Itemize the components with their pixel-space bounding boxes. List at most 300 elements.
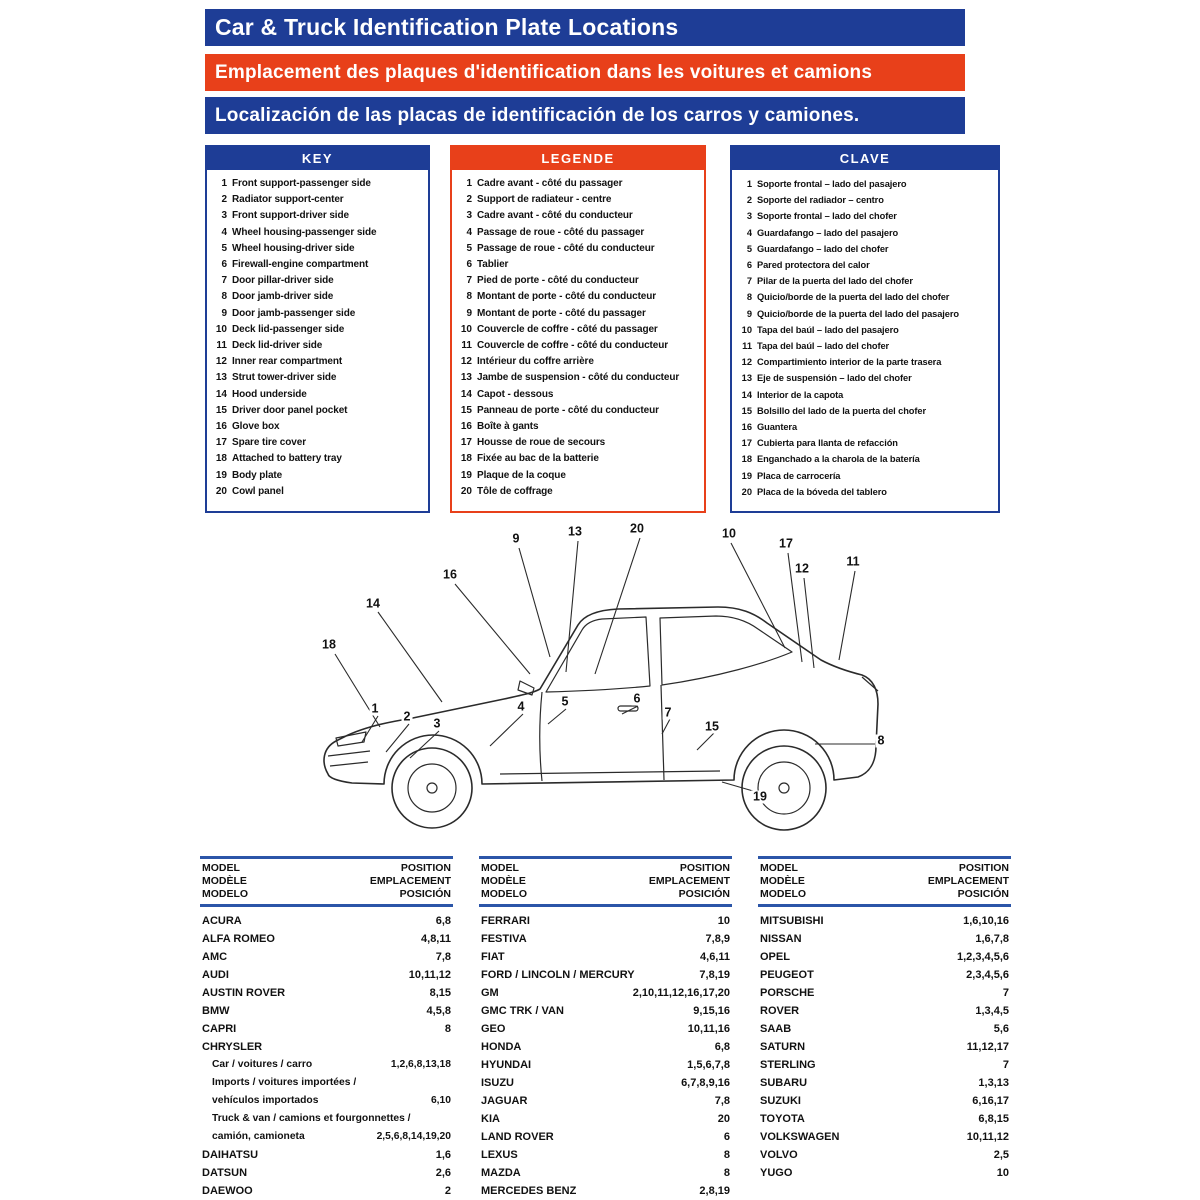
key-item-number: 16 (460, 421, 472, 433)
key-item (211, 435, 424, 451)
key-item-number: 19 (215, 469, 227, 481)
key-box-title: LEGENDE (452, 147, 704, 170)
model-name: KIA (481, 1113, 500, 1125)
key-item-number: 1 (466, 178, 472, 189)
model-position: 6,8 (714, 1041, 730, 1053)
key-item-text: Deck lid-driver side (232, 340, 323, 352)
position-header-line: POSITION (679, 862, 730, 874)
position-header-line: POSITION (400, 862, 451, 874)
key-item-number: 7 (466, 275, 472, 287)
key-item-text: Enganchado a la charola de la batería (757, 454, 920, 465)
model-position: 6,8 (435, 915, 451, 927)
model-position: 7,8,19 (699, 969, 730, 981)
title-banner-french (205, 54, 965, 91)
key-item (736, 241, 994, 257)
diagram-callout-13: 13 (568, 524, 582, 539)
key-item-text: Capot - dessous (477, 388, 554, 400)
model-position: 1,5,6,7,8 (687, 1059, 730, 1071)
key-item-number: 2 (221, 194, 227, 206)
model-position: 1,2,3,4,5,6 (957, 951, 1009, 963)
model-row (479, 930, 732, 948)
model-name: GM (481, 987, 499, 999)
key-item (456, 257, 700, 273)
model-row (200, 948, 453, 966)
key-item (456, 468, 700, 484)
key-box-clave (730, 145, 1000, 513)
model-row (758, 984, 1011, 1002)
model-table-header (200, 856, 453, 907)
model-name: MERCEDES BENZ (481, 1185, 577, 1197)
key-item-text: Interior de la capota (757, 389, 844, 400)
model-header-labels (481, 862, 527, 901)
diagram-callout-14: 14 (366, 596, 380, 611)
model-position: 10,11,12 (408, 969, 451, 981)
model-name: YUGO (760, 1167, 793, 1179)
model-name: FORD / LINCOLN / MERCURY (481, 969, 635, 981)
model-name: BMW (202, 1005, 230, 1017)
key-item-number: 12 (460, 356, 472, 368)
key-item-text: Radiator support-center (232, 194, 344, 206)
key-item-text: Door jamb-driver side (232, 291, 334, 303)
key-item-text: Wheel housing-driver side (232, 242, 355, 254)
model-table (200, 856, 1012, 1200)
position-header-line: EMPLACEMENT (369, 875, 451, 887)
key-item-number: 3 (746, 211, 752, 222)
model-row (479, 966, 732, 984)
model-position: 8 (444, 1023, 451, 1035)
key-item-text: Montant de porte - côté du passager (477, 307, 646, 319)
key-item-text: Couvercle de coffre - côté du conducteur (477, 340, 669, 352)
model-name: VOLKSWAGEN (760, 1131, 840, 1143)
key-item-text: Passage de roue - côté du conducteur (477, 242, 655, 254)
key-item (211, 354, 424, 370)
key-item-number: 20 (460, 485, 472, 497)
model-row (200, 1128, 453, 1146)
key-item-number: 7 (746, 276, 752, 287)
model-position: 10,11,12 (966, 1131, 1009, 1143)
key-item-number: 13 (460, 372, 472, 384)
model-position: 4,8,11 (421, 933, 451, 945)
model-name: AMC (202, 951, 228, 963)
key-item-number: 6 (746, 260, 752, 271)
model-name: SUBARU (760, 1077, 808, 1089)
key-item-number: 12 (741, 357, 752, 368)
model-header-line: MODEL (481, 862, 519, 874)
model-position: 4,6,11 (700, 951, 730, 963)
key-item-text: Placa de carrocería (757, 470, 841, 481)
model-name: FESTIVA (481, 933, 527, 945)
model-position: 8 (723, 1167, 730, 1179)
key-item-text: Support de radiateur - centre (477, 194, 612, 206)
model-position: 2,6 (435, 1167, 451, 1179)
model-name: HYUNDAI (481, 1059, 532, 1071)
key-item (211, 484, 424, 500)
model-name: AUDI (202, 969, 229, 981)
key-item (211, 451, 424, 467)
key-item-text: Couvercle de coffre - côté du passager (477, 323, 658, 335)
key-item (456, 192, 700, 208)
key-item (211, 257, 424, 273)
diagram-callout-10: 10 (722, 526, 736, 541)
model-header-line: MODELO (760, 888, 807, 900)
model-position: 7,8 (435, 951, 451, 963)
key-item-number: 4 (221, 226, 227, 238)
model-row (758, 1146, 1011, 1164)
model-row (479, 984, 732, 1002)
key-item (736, 370, 994, 386)
position-header-line: EMPLACEMENT (648, 875, 730, 887)
key-item-text: Guantera (757, 422, 798, 433)
title-english: Car & Truck Identification Plate Locations (215, 14, 679, 40)
model-name: DATSUN (202, 1167, 248, 1179)
key-item (456, 419, 700, 435)
key-item (736, 289, 994, 305)
position-header-labels (928, 862, 1009, 901)
model-row (479, 912, 732, 930)
model-row (200, 984, 453, 1002)
model-name: PORSCHE (760, 987, 815, 999)
key-item-text: Quicio/borde de la puerta del lado del chofer (757, 292, 950, 303)
title-french: Emplacement des plaques d'identification dans les voitures et camions (215, 61, 873, 83)
model-name: ROVER (760, 1005, 800, 1017)
model-name: camión, camioneta (212, 1131, 305, 1142)
key-item (456, 451, 700, 467)
model-row (758, 1164, 1011, 1182)
model-position: 7 (1002, 1059, 1009, 1071)
key-item-text: Tapa del baúl – lado del chofer (757, 341, 890, 352)
car-diagram (290, 522, 910, 852)
diagram-callout-16: 16 (443, 567, 457, 582)
model-header-line: MODÈLE (202, 875, 247, 887)
key-item (211, 289, 424, 305)
diagram-callout-9: 9 (512, 531, 520, 546)
key-item (736, 435, 994, 451)
key-item (456, 322, 700, 338)
model-name: NISSAN (760, 933, 802, 945)
model-row (200, 1002, 453, 1020)
model-row (200, 1074, 453, 1092)
position-header-line: POSITION (958, 862, 1009, 874)
key-item-text: Soporte frontal – lado del pasajero (757, 179, 907, 189)
key-item (456, 176, 700, 192)
key-item (211, 225, 424, 241)
key-item-text: Cadre avant - côté du passager (477, 178, 623, 189)
model-row (479, 1164, 732, 1182)
model-position: 1,6,7,8 (975, 933, 1009, 945)
model-name: TOYOTA (760, 1113, 805, 1125)
diagram-callout-7: 7 (664, 705, 672, 720)
model-name: STERLING (760, 1059, 816, 1071)
model-name: DAIHATSU (202, 1149, 259, 1161)
key-item-text: Soporte del radiador – centro (757, 195, 884, 206)
key-item (456, 306, 700, 322)
diagram-callouts (290, 522, 910, 852)
position-header-line: POSICIÓN (957, 888, 1009, 900)
model-table-column (479, 856, 732, 1200)
key-item-text: Guardafango – lado del chofer (757, 243, 889, 254)
key-item (211, 306, 424, 322)
key-box-key (205, 145, 430, 513)
model-position: 8,15 (429, 987, 451, 999)
key-item-text: Tablier (477, 259, 509, 271)
model-header-labels (202, 862, 248, 901)
model-position: 1,3,13 (978, 1077, 1009, 1089)
key-item-text: Inner rear compartment (232, 356, 343, 368)
key-item-number: 10 (460, 323, 472, 335)
model-name: SATURN (760, 1041, 806, 1053)
key-box-title: KEY (207, 147, 428, 170)
model-position: 4,5,8 (426, 1005, 451, 1017)
model-header-line: MODEL (202, 862, 240, 874)
key-item-number: 9 (221, 307, 227, 319)
model-row (758, 930, 1011, 948)
key-item-number: 6 (221, 259, 227, 271)
key-item-text: Placa de la bóveda del tablero (757, 486, 887, 497)
key-item-text: Jambe de suspension - côté du conducteur (477, 372, 680, 384)
key-item (456, 208, 700, 224)
key-item-number: 20 (741, 486, 752, 497)
key-item-text: Panneau de porte - côté du conducteur (477, 404, 659, 416)
key-item-number: 3 (221, 210, 227, 222)
model-row (200, 1056, 453, 1074)
model-name: Truck & van / camions et fourgonnettes / (212, 1113, 411, 1124)
model-row (479, 1056, 732, 1074)
key-item (456, 338, 700, 354)
model-name: JAGUAR (481, 1095, 528, 1107)
model-header-labels (760, 862, 806, 901)
model-row (758, 966, 1011, 984)
key-item (211, 338, 424, 354)
key-item-number: 2 (746, 195, 752, 206)
key-item-number: 8 (221, 291, 227, 303)
key-item-number: 7 (221, 275, 227, 287)
key-item-text: Cadre avant - côté du conducteur (477, 210, 633, 222)
key-item-number: 2 (466, 194, 472, 206)
key-item (736, 306, 994, 322)
key-item-number: 11 (742, 341, 752, 352)
key-item-text: Bolsillo del lado de la puerta del chofer (757, 405, 926, 416)
diagram-callout-8: 8 (877, 733, 885, 748)
key-item (211, 419, 424, 435)
key-item-number: 4 (746, 227, 752, 238)
model-position: 2,3,4,5,6 (966, 969, 1009, 981)
key-item (736, 208, 994, 224)
diagram-callout-11: 11 (846, 554, 860, 569)
model-name: MITSUBISHI (760, 915, 824, 927)
key-item-number: 11 (461, 340, 472, 352)
model-row (200, 1146, 453, 1164)
key-item (456, 484, 700, 500)
key-item-number: 5 (466, 242, 472, 254)
model-row (479, 1182, 732, 1200)
key-item-text: Pied de porte - côté du conducteur (477, 275, 639, 287)
key-item (736, 468, 994, 484)
model-position: 7,8 (714, 1095, 730, 1107)
key-item-text: Hood underside (232, 388, 307, 400)
model-row (200, 1164, 453, 1182)
model-position: 2 (444, 1185, 451, 1197)
key-item (736, 176, 994, 192)
model-row (479, 1110, 732, 1128)
key-item (211, 403, 424, 419)
position-header-labels (370, 862, 451, 901)
key-item-number: 17 (460, 437, 472, 449)
model-row (200, 1110, 453, 1128)
key-item (211, 192, 424, 208)
model-row (200, 930, 453, 948)
key-item-text: Door jamb-passenger side (232, 307, 356, 319)
model-row (479, 1146, 732, 1164)
key-item-number: 10 (741, 324, 752, 335)
model-position: 20 (717, 1113, 730, 1125)
model-table-body (200, 907, 453, 1200)
diagram-callout-6: 6 (633, 691, 641, 706)
model-header-line: MODÈLE (481, 875, 526, 887)
model-position: 7 (1002, 987, 1009, 999)
key-item-text: Body plate (232, 469, 283, 481)
key-item-text: Eje de suspensión – lado del chofer (757, 373, 912, 384)
key-item (211, 241, 424, 257)
model-header-line: MODEL (760, 862, 798, 874)
key-item (736, 403, 994, 419)
key-item-number: 9 (466, 307, 472, 319)
model-header-line: MODÈLE (760, 875, 805, 887)
key-section (205, 145, 1000, 513)
title-banner-english (205, 9, 965, 46)
key-item (211, 208, 424, 224)
model-name: MAZDA (481, 1167, 521, 1179)
model-name: Imports / voitures importées / (212, 1077, 357, 1088)
model-row (479, 1002, 732, 1020)
key-item-text: Pilar de la puerta del lado del chofer (757, 276, 913, 287)
key-item-text: Pared protectora del calor (757, 260, 870, 271)
model-name: FERRARI (481, 915, 530, 927)
key-item-text: Housse de roue de secours (477, 437, 606, 449)
position-header-line: POSICIÓN (678, 888, 730, 900)
model-name: LAND ROVER (481, 1131, 554, 1143)
key-item (211, 387, 424, 403)
key-list (732, 170, 998, 500)
model-name: vehículos importados (212, 1095, 319, 1106)
model-row (758, 912, 1011, 930)
model-table-column (200, 856, 453, 1200)
model-row (758, 1002, 1011, 1020)
model-row (758, 1128, 1011, 1146)
model-table-header (479, 856, 732, 907)
model-name: SAAB (760, 1023, 792, 1035)
model-row (200, 966, 453, 984)
model-name: OPEL (760, 951, 790, 963)
key-item-number: 8 (466, 291, 472, 303)
key-item-text: Firewall-engine compartment (232, 259, 369, 271)
key-item-text: Boîte à gants (477, 421, 539, 433)
key-item-text: Cowl panel (232, 485, 284, 497)
model-row (200, 1038, 453, 1056)
key-item-text: Plaque de la coque (477, 469, 566, 481)
key-item-number: 13 (741, 373, 752, 384)
key-item (456, 241, 700, 257)
key-item-text: Tapa del baúl – lado del pasajero (757, 324, 899, 335)
diagram-callout-3: 3 (433, 716, 441, 731)
key-item-number: 14 (460, 388, 472, 400)
key-item-number: 9 (746, 308, 752, 319)
key-item (456, 435, 700, 451)
model-name: ACURA (202, 915, 242, 927)
model-row (479, 1128, 732, 1146)
key-item-text: Quicio/borde de la puerta del lado del pasajero (757, 308, 959, 319)
model-table-body (479, 907, 732, 1200)
model-row (200, 1182, 453, 1200)
model-name: CAPRI (202, 1023, 237, 1035)
position-header-line: EMPLACEMENT (927, 875, 1009, 887)
title-banner-spanish (205, 97, 965, 134)
model-position: 2,5,6,8,14,19,20 (376, 1131, 451, 1142)
key-item (736, 192, 994, 208)
key-item (736, 273, 994, 289)
key-item (736, 322, 994, 338)
diagram-callout-15: 15 (705, 719, 719, 734)
model-name: SUZUKI (760, 1095, 801, 1107)
key-item-text: Driver door panel pocket (232, 404, 348, 416)
key-item-text: Soporte frontal – lado del chofer (757, 211, 897, 222)
model-position: 1,2,6,8,13,18 (390, 1059, 451, 1070)
model-header-line: MODELO (202, 888, 249, 900)
diagram-callout-19: 19 (753, 789, 767, 804)
key-item-number: 14 (215, 388, 227, 400)
model-row (200, 912, 453, 930)
key-item-number: 11 (216, 340, 227, 352)
key-item-text: Front support-passenger side (232, 178, 371, 189)
key-item-number: 17 (741, 438, 752, 449)
key-item-number: 19 (460, 469, 472, 481)
model-row (758, 1056, 1011, 1074)
key-item-number: 16 (215, 421, 227, 433)
key-box-title: CLAVE (732, 147, 998, 170)
key-item-number: 3 (466, 210, 472, 222)
model-name: AUSTIN ROVER (202, 987, 286, 999)
model-row (479, 1038, 732, 1056)
key-item (456, 354, 700, 370)
key-item (211, 176, 424, 192)
model-name: GEO (481, 1023, 506, 1035)
key-item-number: 16 (741, 422, 752, 433)
model-position: 2,8,19 (699, 1185, 730, 1197)
model-table-column (758, 856, 1011, 1200)
diagram-callout-4: 4 (517, 699, 525, 714)
key-item-text: Glove box (232, 421, 280, 433)
key-item (736, 484, 994, 500)
key-list (452, 170, 704, 500)
key-item-text: Strut tower-driver side (232, 372, 337, 384)
key-item (211, 370, 424, 386)
model-row (758, 1020, 1011, 1038)
model-position: 10,11,16 (687, 1023, 730, 1035)
model-name: VOLVO (760, 1149, 798, 1161)
title-spanish: Localización de las placas de identificación de los carros y camiones. (215, 104, 860, 126)
model-position: 6 (723, 1131, 730, 1143)
model-position: 9,15,16 (693, 1005, 730, 1017)
model-position: 2,10,11,12,16,17,20 (632, 987, 730, 999)
model-position: 1,3,4,5 (975, 1005, 1009, 1017)
model-row (479, 1074, 732, 1092)
model-name: ISUZU (481, 1077, 514, 1089)
key-item-number: 15 (741, 405, 752, 416)
model-position: 10 (996, 1167, 1009, 1179)
key-item-text: Wheel housing-passenger side (232, 226, 377, 238)
key-item (736, 451, 994, 467)
key-item-number: 1 (746, 179, 752, 189)
model-position: 6,10 (430, 1095, 451, 1106)
